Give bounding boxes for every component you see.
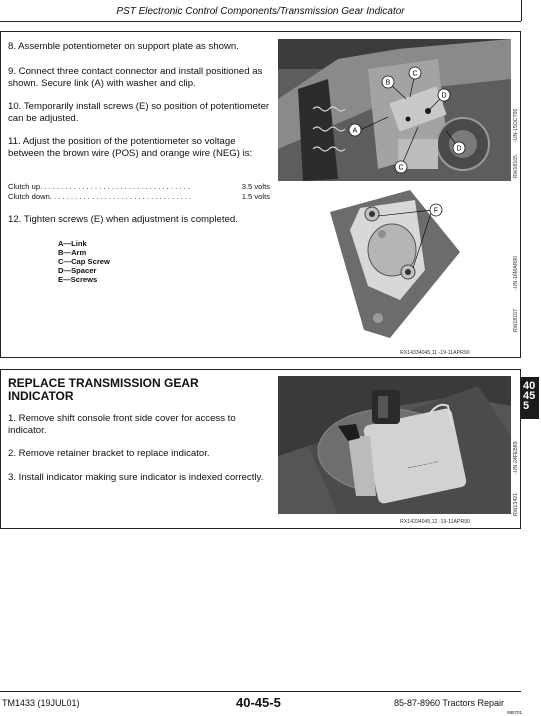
potentiometer-installed-photo xyxy=(278,39,511,181)
callout-label: C xyxy=(412,70,418,78)
footer-title: 85-87-8960 Tractors Repair xyxy=(394,698,505,708)
step-8: 8. Assemble potentiometer on support plate as shown. xyxy=(8,41,239,52)
section-thumb-tab xyxy=(521,377,539,419)
photo1-side-id: RW18165 xyxy=(513,155,519,178)
step-11: 11. Adjust the position of the potentiometer so voltage between the brown wire (POS) and orange wire (NEG) is: xyxy=(8,136,253,159)
callout-label: A xyxy=(352,127,358,135)
callout-label: D xyxy=(441,92,447,100)
spec-label: Clutch up xyxy=(8,182,41,191)
photo3-side-id: -UN-24FEB89 xyxy=(513,441,519,474)
step-9: 9. Connect three contact connector and install positioned as shown. Secure link (A) with washer and clip. xyxy=(8,66,263,89)
spec-label: Clutch down xyxy=(8,192,50,201)
photo2-side-id: -UN-16MAR90 xyxy=(513,255,519,290)
tab-line: 5 xyxy=(523,400,530,412)
legend-item: C—Cap Screw xyxy=(58,257,110,266)
legend-item: D—Spacer xyxy=(58,266,97,275)
section2-step-1: 1. Remove shift console front side cover for access to indicator. xyxy=(8,413,236,436)
section2-heading: REPLACE TRANSMISSION GEAR INDICATOR xyxy=(8,376,199,403)
footer-small-code: 080701 xyxy=(507,710,523,715)
callout-label: C xyxy=(398,164,404,172)
callout-label: B xyxy=(385,79,391,87)
photo1-side-id: -UN-15OCT90 xyxy=(513,108,519,142)
section1-reference-code: RX1433404​5,11 -19-11APR90 xyxy=(400,350,470,356)
section2-step-3: 3. Install indicator making sure indicator is indexed correctly. xyxy=(8,472,264,483)
spec-leader-dots: . . . . . . . . . . . . . . . . . . . . . . . . . . . . . . . . . . . . xyxy=(40,182,190,191)
gear-indicator-photo xyxy=(278,376,511,514)
callout-label: F xyxy=(433,207,439,215)
spec-clutch-down xyxy=(8,192,270,202)
potentiometer-plate-photo xyxy=(320,190,470,340)
section2-step-2: 2. Remove retainer bracket to replace indicator. xyxy=(8,448,210,459)
photo-illustration xyxy=(278,39,511,181)
footer-rule xyxy=(0,691,521,692)
legend-item: A—Link xyxy=(58,239,87,248)
footer-page-number: 40-45-5 xyxy=(236,695,281,710)
parts-legend xyxy=(58,239,110,284)
legend-item: E—Screws xyxy=(58,275,98,284)
step-12: 12. Tighten screws (E) when adjustment is completed. xyxy=(8,214,238,225)
svg-text:~~~~~~: ~~~~~~ xyxy=(406,456,440,473)
header-rule xyxy=(0,21,521,22)
header-right-border xyxy=(521,0,522,21)
photo2-side-id: RW18167 xyxy=(513,309,519,332)
tab-line: 40 xyxy=(523,380,536,392)
spec-leader-dots: . . . . . . . . . . . . . . . . . . . . . . . . . . . . . . . . . . xyxy=(49,192,192,201)
page-header-title: PST Electronic Control Components/Transmission Gear Indicator xyxy=(116,6,405,17)
spec-clutch-up xyxy=(8,182,270,192)
legend-item: B—Arm xyxy=(58,248,87,257)
spec-value: 3.5 volts xyxy=(241,182,270,191)
footer-manual-id: TM1433 (19JUL01) xyxy=(2,698,80,708)
photo-illustration xyxy=(278,376,511,514)
spec-value: 1.5 volts xyxy=(241,192,270,201)
photo3-side-id: RW13421 xyxy=(513,493,519,516)
callout-label: D xyxy=(456,145,462,153)
section2-reference-code: RX1433404​5,12 -19-11APR90 xyxy=(400,519,470,525)
step-10: 10. Temporarily install screws (E) so position of potentiometer can be adjusted. xyxy=(8,101,270,124)
tab-line: 45 xyxy=(523,390,536,402)
